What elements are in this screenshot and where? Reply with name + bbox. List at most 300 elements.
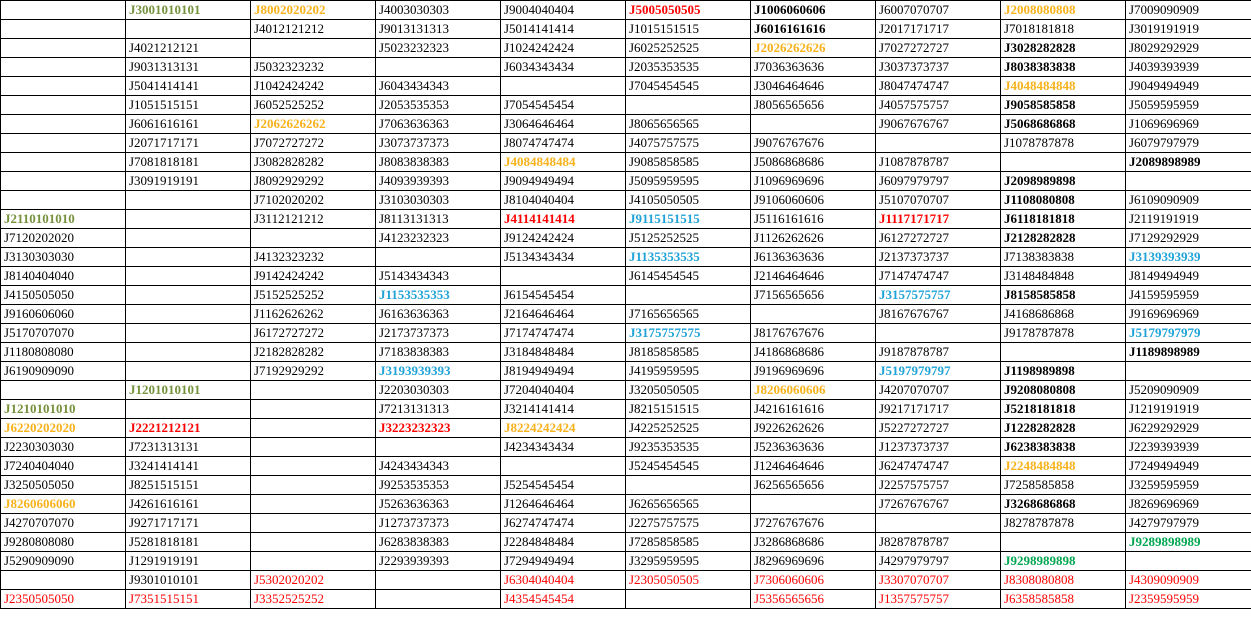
table-cell[interactable]: J4225252525 [626, 419, 751, 438]
table-cell[interactable]: J8215151515 [626, 400, 751, 419]
table-cell[interactable]: J6145454545 [626, 267, 751, 286]
table-cell[interactable]: J8278787878 [1001, 514, 1126, 533]
table-cell[interactable]: J3064646464 [501, 115, 626, 134]
table-cell[interactable]: J6229292929 [1126, 419, 1251, 438]
table-cell[interactable]: J7240404040 [1, 457, 126, 476]
table-cell[interactable]: J2248484848 [1001, 457, 1126, 476]
table-cell[interactable]: J7165656565 [626, 305, 751, 324]
table-cell[interactable]: J4243434343 [376, 457, 501, 476]
table-cell[interactable] [1, 115, 126, 134]
table-cell[interactable] [376, 248, 501, 267]
table-cell[interactable]: J7036363636 [751, 58, 876, 77]
table-cell[interactable] [126, 267, 251, 286]
table-cell[interactable]: J4021212121 [126, 39, 251, 58]
table-cell[interactable]: J7102020202 [251, 191, 376, 210]
table-cell[interactable] [1, 381, 126, 400]
table-cell[interactable] [251, 229, 376, 248]
table-cell[interactable]: J6016161616 [751, 20, 876, 39]
table-cell[interactable]: J7231313131 [126, 438, 251, 457]
table-cell[interactable]: J3091919191 [126, 172, 251, 191]
table-cell[interactable]: J6007070707 [876, 1, 1001, 20]
table-cell[interactable]: J4270707070 [1, 514, 126, 533]
table-cell[interactable]: J1228282828 [1001, 419, 1126, 438]
table-cell[interactable]: J5107070707 [876, 191, 1001, 210]
table-cell[interactable]: J9196969696 [751, 362, 876, 381]
table-cell[interactable] [1126, 172, 1251, 191]
table-cell[interactable] [1001, 533, 1126, 552]
table-cell[interactable]: J2257575757 [876, 476, 1001, 495]
table-cell[interactable]: J5152525252 [251, 286, 376, 305]
table-cell[interactable]: J8038383838 [1001, 58, 1126, 77]
table-cell[interactable] [1126, 362, 1251, 381]
table-cell[interactable]: J6043434343 [376, 77, 501, 96]
table-cell[interactable] [376, 571, 501, 590]
table-cell[interactable]: J5302020202 [251, 571, 376, 590]
table-cell[interactable] [1, 571, 126, 590]
table-cell[interactable]: J8296969696 [751, 552, 876, 571]
table-cell[interactable]: J7183838383 [376, 343, 501, 362]
table-cell[interactable]: J2221212121 [126, 419, 251, 438]
table-cell[interactable]: J8251515151 [126, 476, 251, 495]
table-cell[interactable]: J4003030303 [376, 1, 501, 20]
table-cell[interactable] [1, 153, 126, 172]
table-cell[interactable]: J4354545454 [501, 590, 626, 609]
table-cell[interactable]: J3184848484 [501, 343, 626, 362]
table-cell[interactable]: J1237373737 [876, 438, 1001, 457]
table-cell[interactable]: J7147474747 [876, 267, 1001, 286]
table-cell[interactable] [876, 514, 1001, 533]
table-cell[interactable]: J1357575757 [876, 590, 1001, 609]
table-cell[interactable]: J4084848484 [501, 153, 626, 172]
table-cell[interactable]: J1180808080 [1, 343, 126, 362]
table-cell[interactable]: J2173737373 [376, 324, 501, 343]
table-cell[interactable]: J2146464646 [751, 267, 876, 286]
table-cell[interactable]: J9169696969 [1126, 305, 1251, 324]
table-cell[interactable]: J4195959595 [626, 362, 751, 381]
table-cell[interactable]: J6256565656 [751, 476, 876, 495]
table-cell[interactable]: J2284848484 [501, 533, 626, 552]
table-cell[interactable]: J6127272727 [876, 229, 1001, 248]
table-cell[interactable]: J5245454545 [626, 457, 751, 476]
table-cell[interactable]: J2089898989 [1126, 153, 1251, 172]
table-cell[interactable]: J1006060606 [751, 1, 876, 20]
table-cell[interactable]: J9094949494 [501, 172, 626, 191]
table-cell[interactable] [1, 20, 126, 39]
table-cell[interactable]: J6190909090 [1, 362, 126, 381]
table-cell[interactable]: J8104040404 [501, 191, 626, 210]
table-cell[interactable]: J2137373737 [876, 248, 1001, 267]
table-cell[interactable]: J5134343434 [501, 248, 626, 267]
table-cell[interactable] [376, 438, 501, 457]
table-cell[interactable] [251, 419, 376, 438]
table-cell[interactable]: J7285858585 [626, 533, 751, 552]
table-cell[interactable] [876, 134, 1001, 153]
table-cell[interactable]: J5218181818 [1001, 400, 1126, 419]
table-cell[interactable]: J6172727272 [251, 324, 376, 343]
table-cell[interactable]: J1189898989 [1126, 343, 1251, 362]
table-cell[interactable]: J9217171717 [876, 400, 1001, 419]
table-cell[interactable]: J4075757575 [626, 134, 751, 153]
table-cell[interactable]: J5143434343 [376, 267, 501, 286]
table-cell[interactable]: J4048484848 [1001, 77, 1126, 96]
table-cell[interactable]: J3175757575 [626, 324, 751, 343]
table-cell[interactable]: J2053535353 [376, 96, 501, 115]
table-cell[interactable]: J4297979797 [876, 552, 1001, 571]
table-cell[interactable]: J9106060606 [751, 191, 876, 210]
table-cell[interactable]: J4057575757 [876, 96, 1001, 115]
table-cell[interactable] [126, 286, 251, 305]
table-cell[interactable]: J7306060606 [751, 571, 876, 590]
table-cell[interactable]: J9301010101 [126, 571, 251, 590]
table-cell[interactable]: J1126262626 [751, 229, 876, 248]
table-cell[interactable]: J8002020202 [251, 1, 376, 20]
table-cell[interactable]: J9280808080 [1, 533, 126, 552]
table-cell[interactable]: J1096969696 [751, 172, 876, 191]
table-cell[interactable]: J2128282828 [1001, 229, 1126, 248]
table-cell[interactable]: J5116161616 [751, 210, 876, 229]
table-cell[interactable]: J4123232323 [376, 229, 501, 248]
table-cell[interactable]: J3019191919 [1126, 20, 1251, 39]
table-cell[interactable] [251, 476, 376, 495]
table-cell[interactable] [251, 438, 376, 457]
table-cell[interactable]: J8047474747 [876, 77, 1001, 96]
table-cell[interactable]: J9031313131 [126, 58, 251, 77]
table-cell[interactable]: J7276767676 [751, 514, 876, 533]
table-cell[interactable]: J3286868686 [751, 533, 876, 552]
table-cell[interactable]: J8308080808 [1001, 571, 1126, 590]
table-cell[interactable] [251, 552, 376, 571]
table-cell[interactable]: J1264646464 [501, 495, 626, 514]
table-cell[interactable]: J5041414141 [126, 77, 251, 96]
table-cell[interactable]: J1162626262 [251, 305, 376, 324]
table-cell[interactable]: J3028282828 [1001, 39, 1126, 58]
table-cell[interactable]: J4012121212 [251, 20, 376, 39]
table-cell[interactable]: J2026262626 [751, 39, 876, 58]
table-cell[interactable]: J9289898989 [1126, 533, 1251, 552]
table-cell[interactable] [751, 115, 876, 134]
table-cell[interactable]: J8194949494 [501, 362, 626, 381]
table-cell[interactable]: J4150505050 [1, 286, 126, 305]
table-cell[interactable]: J9226262626 [751, 419, 876, 438]
table-cell[interactable]: J5356565656 [751, 590, 876, 609]
table-cell[interactable] [126, 324, 251, 343]
table-cell[interactable]: J4168686868 [1001, 305, 1126, 324]
table-cell[interactable]: J3352525252 [251, 590, 376, 609]
table-cell[interactable]: J2164646464 [501, 305, 626, 324]
table-cell[interactable] [751, 495, 876, 514]
table-cell[interactable]: J8065656565 [626, 115, 751, 134]
table-cell[interactable] [1126, 552, 1251, 571]
table-cell[interactable]: J8206060606 [751, 381, 876, 400]
table-cell[interactable]: J5005050505 [626, 1, 751, 20]
table-cell[interactable]: J8269696969 [1126, 495, 1251, 514]
table-cell[interactable]: J7045454545 [626, 77, 751, 96]
table-cell[interactable]: J2110101010 [1, 210, 126, 229]
table-cell[interactable]: J1198989898 [1001, 362, 1126, 381]
table-cell[interactable]: J1273737373 [376, 514, 501, 533]
table-cell[interactable]: J8260606060 [1, 495, 126, 514]
table-cell[interactable]: J5023232323 [376, 39, 501, 58]
table-cell[interactable]: J6109090909 [1126, 191, 1251, 210]
table-cell[interactable]: J6265656565 [626, 495, 751, 514]
table-cell[interactable]: J2035353535 [626, 58, 751, 77]
table-cell[interactable]: J2275757575 [626, 514, 751, 533]
table-cell[interactable]: J7156565656 [751, 286, 876, 305]
table-cell[interactable]: J3250505050 [1, 476, 126, 495]
table-cell[interactable]: J3223232323 [376, 419, 501, 438]
table-cell[interactable]: J2182828282 [251, 343, 376, 362]
table-cell[interactable]: J7063636363 [376, 115, 501, 134]
table-cell[interactable] [251, 514, 376, 533]
table-cell[interactable] [876, 324, 1001, 343]
table-cell[interactable]: J4261616161 [126, 495, 251, 514]
table-cell[interactable]: J4279797979 [1126, 514, 1251, 533]
table-cell[interactable] [251, 39, 376, 58]
table-cell[interactable]: J5032323232 [251, 58, 376, 77]
table-cell[interactable]: J9058585858 [1001, 96, 1126, 115]
table-cell[interactable]: J3112121212 [251, 210, 376, 229]
table-cell[interactable]: J9049494949 [1126, 77, 1251, 96]
table-cell[interactable] [626, 476, 751, 495]
table-cell[interactable]: J7072727272 [251, 134, 376, 153]
table-cell[interactable]: J5197979797 [876, 362, 1001, 381]
table-cell[interactable]: J9013131313 [376, 20, 501, 39]
table-cell[interactable] [751, 305, 876, 324]
table-cell[interactable]: J1015151515 [626, 20, 751, 39]
table-cell[interactable]: J1153535353 [376, 286, 501, 305]
table-cell[interactable] [126, 20, 251, 39]
table-cell[interactable] [626, 96, 751, 115]
table-cell[interactable]: J8074747474 [501, 134, 626, 153]
table-cell[interactable]: J3295959595 [626, 552, 751, 571]
table-cell[interactable]: J7120202020 [1, 229, 126, 248]
table-cell[interactable]: J3103030303 [376, 191, 501, 210]
table-cell[interactable]: J9187878787 [876, 343, 1001, 362]
table-cell[interactable]: J5170707070 [1, 324, 126, 343]
table-cell[interactable]: J7249494949 [1126, 457, 1251, 476]
table-cell[interactable]: J2239393939 [1126, 438, 1251, 457]
table-cell[interactable]: J4093939393 [376, 172, 501, 191]
table-cell[interactable]: J8140404040 [1, 267, 126, 286]
table-cell[interactable]: J2350505050 [1, 590, 126, 609]
table-cell[interactable] [126, 343, 251, 362]
table-cell[interactable]: J8176767676 [751, 324, 876, 343]
table-cell[interactable] [626, 590, 751, 609]
table-cell[interactable] [251, 381, 376, 400]
table-cell[interactable]: J8287878787 [876, 533, 1001, 552]
table-cell[interactable]: J6025252525 [626, 39, 751, 58]
table-cell[interactable]: J9076767676 [751, 134, 876, 153]
table-cell[interactable]: J3214141414 [501, 400, 626, 419]
table-cell[interactable]: J2203030303 [376, 381, 501, 400]
table-cell[interactable]: J1108080808 [1001, 191, 1126, 210]
table-cell[interactable] [1, 77, 126, 96]
table-cell[interactable]: J5068686868 [1001, 115, 1126, 134]
table-cell[interactable]: J2008080808 [1001, 1, 1126, 20]
table-cell[interactable]: J8083838383 [376, 153, 501, 172]
table-cell[interactable]: J6358585858 [1001, 590, 1126, 609]
table-cell[interactable]: J1051515151 [126, 96, 251, 115]
table-cell[interactable]: J3046464646 [751, 77, 876, 96]
table-cell[interactable]: J6247474747 [876, 457, 1001, 476]
table-cell[interactable]: J6118181818 [1001, 210, 1126, 229]
table-cell[interactable]: J6061616161 [126, 115, 251, 134]
table-cell[interactable]: J4309090909 [1126, 571, 1251, 590]
table-cell[interactable]: J6079797979 [1126, 134, 1251, 153]
table-cell[interactable] [1, 172, 126, 191]
table-cell[interactable]: J3037373737 [876, 58, 1001, 77]
table-cell[interactable]: J7009090909 [1126, 1, 1251, 20]
table-cell[interactable] [1, 1, 126, 20]
table-cell[interactable]: J1042424242 [251, 77, 376, 96]
table-cell[interactable]: J6220202020 [1, 419, 126, 438]
table-cell[interactable] [1001, 153, 1126, 172]
table-cell[interactable]: J3130303030 [1, 248, 126, 267]
table-cell[interactable]: J6034343434 [501, 58, 626, 77]
table-cell[interactable]: J4132323232 [251, 248, 376, 267]
table-cell[interactable]: J1291919191 [126, 552, 251, 571]
table-cell[interactable]: J7294949494 [501, 552, 626, 571]
table-cell[interactable]: J4234343434 [501, 438, 626, 457]
table-cell[interactable]: J3157575757 [876, 286, 1001, 305]
table-cell[interactable]: J9124242424 [501, 229, 626, 248]
table-cell[interactable] [1, 58, 126, 77]
table-cell[interactable]: J4207070707 [876, 381, 1001, 400]
table-cell[interactable] [1, 191, 126, 210]
table-cell[interactable] [251, 495, 376, 514]
table-cell[interactable]: J5281818181 [126, 533, 251, 552]
table-cell[interactable]: J5095959595 [626, 172, 751, 191]
table-cell[interactable]: J5179797979 [1126, 324, 1251, 343]
table-cell[interactable]: J5209090909 [1126, 381, 1251, 400]
table-cell[interactable]: J3307070707 [876, 571, 1001, 590]
table-cell[interactable] [1, 39, 126, 58]
table-cell[interactable]: J4186868686 [751, 343, 876, 362]
table-cell[interactable]: J2062626262 [251, 115, 376, 134]
table-cell[interactable]: J1117171717 [876, 210, 1001, 229]
table-cell[interactable]: J8158585858 [1001, 286, 1126, 305]
table-cell[interactable]: J7351515151 [126, 590, 251, 609]
table-cell[interactable]: J7258585858 [1001, 476, 1126, 495]
table-cell[interactable]: J6283838383 [376, 533, 501, 552]
table-cell[interactable]: J9178787878 [1001, 324, 1126, 343]
table-cell[interactable]: J3073737373 [376, 134, 501, 153]
table-cell[interactable] [1, 96, 126, 115]
table-cell[interactable]: J9142424242 [251, 267, 376, 286]
table-cell[interactable]: J5086868686 [751, 153, 876, 172]
table-cell[interactable]: J3139393939 [1126, 248, 1251, 267]
table-cell[interactable] [126, 229, 251, 248]
table-cell[interactable]: J5227272727 [876, 419, 1001, 438]
table-cell[interactable]: J3241414141 [126, 457, 251, 476]
table-cell[interactable] [126, 305, 251, 324]
table-cell[interactable]: J5014141414 [501, 20, 626, 39]
table-cell[interactable]: J7054545454 [501, 96, 626, 115]
table-cell[interactable]: J8029292929 [1126, 39, 1251, 58]
table-cell[interactable]: J7018181818 [1001, 20, 1126, 39]
table-cell[interactable] [376, 590, 501, 609]
table-cell[interactable]: J3205050505 [626, 381, 751, 400]
table-cell[interactable]: J9160606060 [1, 305, 126, 324]
table-cell[interactable]: J8185858585 [626, 343, 751, 362]
table-cell[interactable]: J2293939393 [376, 552, 501, 571]
table-cell[interactable] [126, 248, 251, 267]
table-cell[interactable]: J4114141414 [501, 210, 626, 229]
table-cell[interactable]: J1201010101 [126, 381, 251, 400]
table-cell[interactable]: J7027272727 [876, 39, 1001, 58]
table-cell[interactable]: J5059595959 [1126, 96, 1251, 115]
table-cell[interactable] [626, 286, 751, 305]
table-cell[interactable]: J5254545454 [501, 476, 626, 495]
table-cell[interactable]: J3193939393 [376, 362, 501, 381]
table-cell[interactable] [126, 362, 251, 381]
table-cell[interactable]: J9298989898 [1001, 552, 1126, 571]
table-cell[interactable]: J2119191919 [1126, 210, 1251, 229]
table-cell[interactable]: J6052525252 [251, 96, 376, 115]
table-cell[interactable]: J7192929292 [251, 362, 376, 381]
table-cell[interactable]: J9271717171 [126, 514, 251, 533]
table-cell[interactable] [1, 134, 126, 153]
table-cell[interactable]: J1135353535 [626, 248, 751, 267]
table-cell[interactable] [251, 457, 376, 476]
table-cell[interactable]: J2305050505 [626, 571, 751, 590]
table-cell[interactable]: J9208080808 [1001, 381, 1126, 400]
table-cell[interactable]: J9067676767 [876, 115, 1001, 134]
table-cell[interactable]: J3082828282 [251, 153, 376, 172]
table-cell[interactable]: J6304040404 [501, 571, 626, 590]
table-cell[interactable]: J1069696969 [1126, 115, 1251, 134]
table-cell[interactable] [251, 400, 376, 419]
table-cell[interactable]: J2230303030 [1, 438, 126, 457]
table-cell[interactable]: J9253535353 [376, 476, 501, 495]
table-cell[interactable]: J3001010101 [126, 1, 251, 20]
table-cell[interactable]: J1087878787 [876, 153, 1001, 172]
table-cell[interactable]: J9115151515 [626, 210, 751, 229]
table-cell[interactable]: J2098989898 [1001, 172, 1126, 191]
table-cell[interactable]: J6154545454 [501, 286, 626, 305]
table-cell[interactable]: J4039393939 [1126, 58, 1251, 77]
table-cell[interactable]: J5263636363 [376, 495, 501, 514]
table-cell[interactable]: J3259595959 [1126, 476, 1251, 495]
table-cell[interactable]: J6163636363 [376, 305, 501, 324]
table-cell[interactable]: J5290909090 [1, 552, 126, 571]
table-cell[interactable] [126, 400, 251, 419]
table-cell[interactable]: J6136363636 [751, 248, 876, 267]
table-cell[interactable]: J7138383838 [1001, 248, 1126, 267]
table-cell[interactable]: J1210101010 [1, 400, 126, 419]
table-cell[interactable] [376, 58, 501, 77]
table-cell[interactable]: J7081818181 [126, 153, 251, 172]
table-cell[interactable] [126, 210, 251, 229]
table-cell[interactable]: J2017171717 [876, 20, 1001, 39]
table-cell[interactable]: J8092929292 [251, 172, 376, 191]
table-cell[interactable] [251, 533, 376, 552]
table-cell[interactable]: J4105050505 [626, 191, 751, 210]
table-cell[interactable]: J8167676767 [876, 305, 1001, 324]
table-cell[interactable]: J7213131313 [376, 400, 501, 419]
table-cell[interactable]: J6238383838 [1001, 438, 1126, 457]
table-cell[interactable] [126, 191, 251, 210]
table-cell[interactable] [501, 77, 626, 96]
table-cell[interactable]: J9004040404 [501, 1, 626, 20]
table-cell[interactable]: J9085858585 [626, 153, 751, 172]
table-cell[interactable]: J4159595959 [1126, 286, 1251, 305]
table-cell[interactable]: J7204040404 [501, 381, 626, 400]
table-cell[interactable]: J1078787878 [1001, 134, 1126, 153]
table-cell[interactable] [501, 457, 626, 476]
table-cell[interactable]: J8149494949 [1126, 267, 1251, 286]
table-cell[interactable]: J2071717171 [126, 134, 251, 153]
